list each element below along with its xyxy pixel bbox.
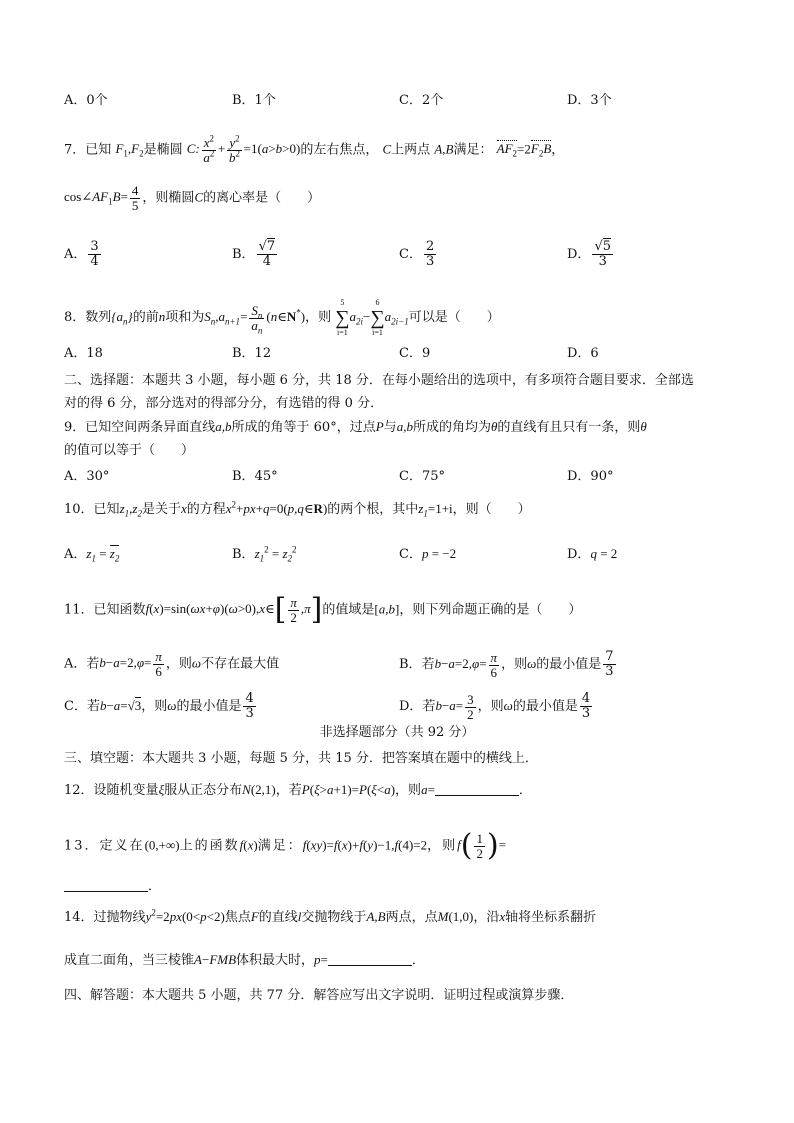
q7-ellipse-eq: C: $\frac{x^2}{a^2}$ + $\frac{y^2}{b^2}$ =1(a>b>0) <box>186 133 301 165</box>
q11-option-c: C．若b−a=√3，则ω的最小值是 $\frac{4}{3}$ <box>64 691 254 721</box>
q7-c: C <box>382 141 392 157</box>
q9-option-b: B．45° <box>232 469 278 484</box>
q10-option-d: D．q = 2 <box>567 546 618 562</box>
q8-option-c: C．9 <box>399 346 431 361</box>
q6-option-c: C．2个 <box>399 93 444 108</box>
q14-answer-blank[interactable] <box>328 953 412 966</box>
section3-heading: 三、填空题：本大题共 3 小题，每题 5 分，共 15 分．把答案填在题中的横线上． <box>64 751 538 766</box>
q8-stem: 8．数列$\{a_n\}$的前n项和为$S_n,a_{n+1}=$ $\frac{S_n}{a_n}$ (n∈N*)，则 5 ∑ i=1 $a_{2i}-$ 6 ∑ i=1 $a_{2i-1}$可以是（ ） <box>64 298 500 337</box>
q8-option-a: A．18 <box>64 346 103 361</box>
q13-answer-line: ． <box>64 878 161 896</box>
q7-foci: $F_1,F_2$ <box>115 141 144 160</box>
q12-answer-blank[interactable] <box>435 783 519 796</box>
q7-option-b: B． $\frac{√7}{4}$ <box>232 239 276 269</box>
q10-option-b: B．$z_1^2 = z_2^2$ <box>232 544 297 564</box>
q10-stem: 10．已知$z_1,z_2$是关于x的方程$x^2+px+q=0(p,q\in R)$的两个根，其中$z_1=1+i$，则（ ） <box>64 499 531 519</box>
q11-option-d: D．若b−a= $\frac{3}{2}$ ，则ω的最小值是 $\frac{4}{3}$ <box>399 691 591 722</box>
q8-option-d: D．6 <box>567 346 599 361</box>
section2-line1: 二、选择题：本题共 3 小题，每小题 6 分，共 18 分．在每小题给出的选项中，有多项符合题目要求．全部选 <box>64 373 694 388</box>
q7-cos: $\cos\angle AF_1B=$ $\frac{4}{5}$ <box>64 183 139 213</box>
q13-answer-blank[interactable] <box>64 879 148 892</box>
q7-ab: A,B <box>434 141 454 157</box>
q7-vector-eq: $AF_2=2F_2B$ <box>496 141 552 160</box>
q7-stem-line1: 7．已知 $F_1,F_2$是椭圆 C: $\frac{x^2}{a^2}$ + $\frac{y^2}{b^2}$ =1(a>b>0)的左右焦点， C上两点 A,B满足： $AF_2=2F_2B$， <box>64 133 565 165</box>
q7-text-f: ，则椭圆 <box>142 190 195 206</box>
q7-option-c: C． $\frac{2}{3}$ <box>399 239 435 269</box>
q13-stem: 13．定义在(0,+∞)上的函数f(x)满足：f(xy)=f(x)+f(y)−1,f(4)=2，则f( $\frac{1}{2}$ )= <box>64 828 507 864</box>
q8-option-b: B．12 <box>232 346 272 361</box>
section2-line2: 对的得 6 分，部分选对的得部分分，有选错的得 0 分． <box>64 396 384 411</box>
q7-stem-line2: $\cos\angle AF_1B=$ $\frac{4}{5}$ ，则椭圆C的离心率是（ ） <box>64 183 321 213</box>
q12-stem: 12．设随机变量ξ服从正态分布N(2,1)，若P(ξ>a+1)=P(ξ<a)，则a= ． <box>64 782 532 798</box>
q7-text-g: 的离心率是（ ） <box>203 190 321 206</box>
q7-text-e: 满足： <box>453 142 493 158</box>
q7-option-a: A． $\frac{3}{4}$ <box>64 239 99 269</box>
q6-option-b: B．1个 <box>232 93 276 108</box>
q7-text-b: 是椭圆 <box>143 142 183 158</box>
q7-number: 7． <box>64 142 86 158</box>
q7-text-c: 的左右焦点， <box>300 142 379 158</box>
q14-stem-line1: 14．过抛物线$y^2=2px(0<p<2)$焦点F的直线l交抛物线于A,B两点，点M(1,0)，沿x轴将坐标系翻折 <box>64 907 597 925</box>
nonselect-heading: 非选择题部分（共 92 分） <box>319 725 475 740</box>
section4-heading: 四、解答题：本大题共 5 小题，共 77 分．解答应写出文字说明．证明过程或演算步骤． <box>64 988 574 1003</box>
q9-option-d: D．90° <box>567 469 614 484</box>
q9-option-a: A．30° <box>64 469 110 484</box>
q7-option-d: D． $\frac{√5}{3}$ <box>567 239 612 269</box>
q11-option-a: A．若b−a=2,φ= $\frac{\pi}{6}$ ，则ω不存在最大值 <box>64 649 280 679</box>
q11-option-b: B．若b−a=2,φ= $\frac{\pi}{6}$ ，则ω的最小值是 $\frac{7}{3}$ <box>399 649 614 680</box>
q9-stem-line1: 9．已知空间两条异面直线a,b所成的角等于 60°，过点P与a,b所成的角均为θ的直线有且只有一条，则θ <box>64 419 647 435</box>
q7-text-d: 上两点 <box>391 142 431 158</box>
q11-stem: 11．已知函数f(x)=sin(ωx+φ)(ω>0),x∈[ $\frac{\pi}{2}$ ,π]的值域是[a,b]，则下列命题正确的是（ ） <box>64 592 582 628</box>
q14-stem-line2: 成直二面角，当三棱锥A−FMB体积最大时，p= ． <box>64 952 425 968</box>
q10-option-a: A．$z_1 = z_2$ <box>64 546 120 564</box>
q6-option-a: A．0个 <box>64 93 108 108</box>
q7-text-a: 已知 <box>85 142 112 158</box>
q9-option-c: C．75° <box>399 469 445 484</box>
q6-option-d: D．3个 <box>567 93 612 108</box>
q9-stem-line2: 的值可以等于（ ） <box>64 443 195 458</box>
q10-option-c: C．p = −2 <box>399 546 457 562</box>
